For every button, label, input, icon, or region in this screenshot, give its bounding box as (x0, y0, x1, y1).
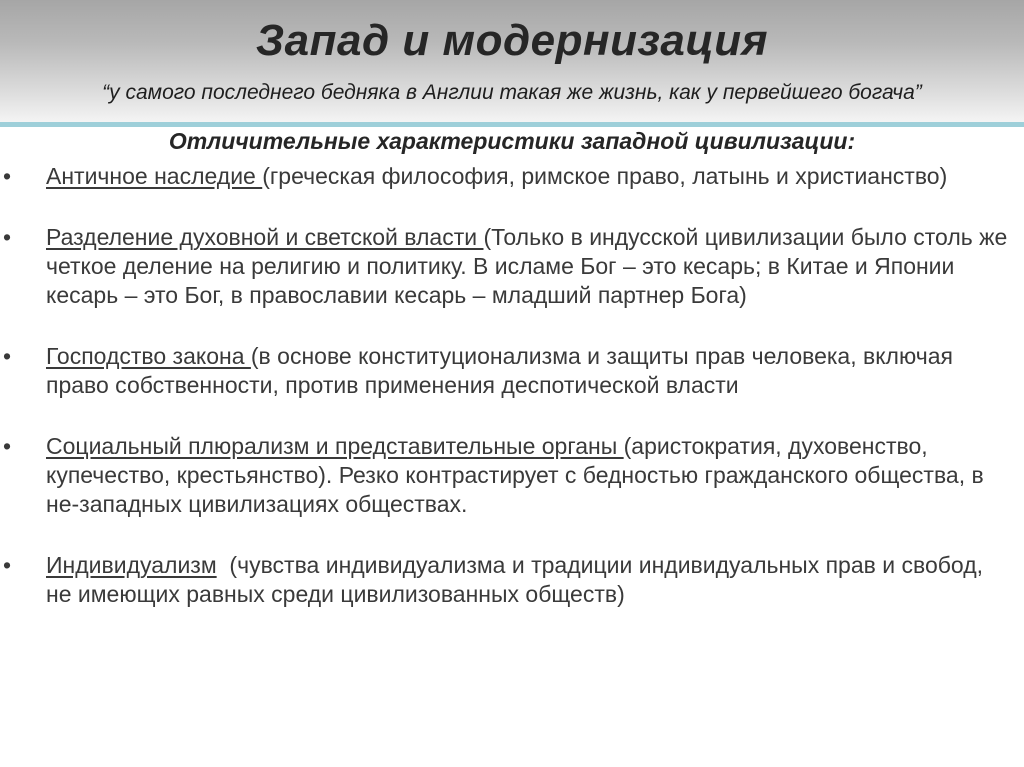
bullet: • (3, 552, 12, 578)
item-description: (Только в индусской цивилизации было столь же четкое деление на религию и политику. В исламе Бог – это кесарь; в Китае и Японии кесарь – это Бог, в православии кесарь – младший партнер Бога) (46, 224, 1008, 308)
list-item (0, 551, 1024, 609)
item-description: (в основе конституционализма и защиты прав человека, включая право собственности, против применения деспотической власти (46, 343, 953, 398)
item-term: Социальный плюрализм и представительные органы (46, 433, 624, 459)
slide-title: Запад и модернизация (255, 16, 769, 65)
slide-quote: “у самого последнего бедняка в Англии такая же жизнь, как у первейшего богача” (102, 81, 922, 104)
bullet: • (3, 433, 12, 459)
item-description: (греческая философия, римское право, латынь и христианство) (262, 163, 948, 189)
list-item (0, 162, 1024, 191)
item-term: Разделение духовной и светской власти (46, 224, 484, 250)
item-term: Античное наследие (46, 163, 263, 189)
bullet: • (3, 163, 12, 189)
item-description: (аристократия, духовенство, купечество, крестьянство). Резко контрастирует с бедностью гражданского общества, в не-западных цивилизациях обществах. (46, 433, 984, 517)
bullet: • (3, 343, 12, 369)
item-term: Господство закона (46, 343, 251, 369)
bullet: • (3, 224, 12, 250)
header-divider (0, 122, 1024, 127)
characteristics-list (0, 162, 1024, 641)
item-description: (чувства индивидуализма и традиции индивидуальных прав и свобод, не имеющих равных среди цивилизованных обществ) (46, 552, 990, 607)
list-item (0, 223, 1024, 310)
list-item (0, 342, 1024, 400)
item-term: Индивидуализм (46, 552, 217, 578)
list-item (0, 432, 1024, 519)
slide-subheading: Отличительные характеристики западной цивилизации: (168, 128, 856, 154)
